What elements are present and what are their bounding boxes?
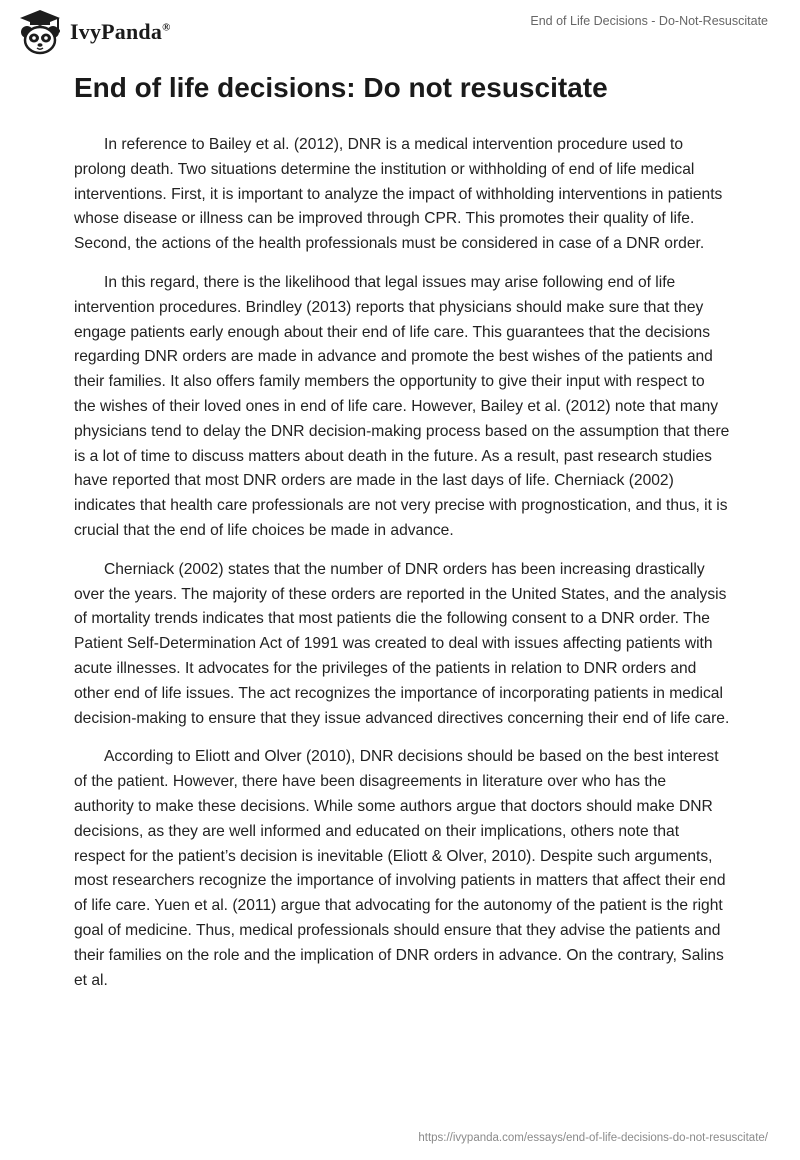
paragraph-3: Cherniack (2002) states that the number of DNR orders has been increasing drastically over the years. The majority of these orders are reported in the United States, and the analysis of mortality trends indicates that most patients die the following consent to a DNR order. The Patient Self-Determination Act of 1991 was created to deal with issues affecting patients with acute illnesses. It advocates for the privileges of the patients in relation to DNR orders and other end of life issues. The act recognizes the importance of incorporating patients in medical decision-making to ensure that they issue advanced directives concerning their end of life care. [74, 560, 730, 727]
article-body [74, 133, 730, 1007]
header-document-title: End of Life Decisions - Do-Not-Resuscitate [530, 14, 768, 28]
paragraph-2: In this regard, there is the likelihood that legal issues may arise following end of life intervention procedures. Brindley (2013) reports that physicians should make sure that they engage patients early enough about their end of life care. This guarantees that the decisions regarding DNR orders are made in advance and promote the best wishes of the patients and their families. It also offers family members the opportunity to give their input with respect to the wishes of their loved ones in end of life care. However, Bailey et al. (2012) note that many physicians tend to delay the DNR decision-making process based on the assumption that there is a lot of time to discuss matters about death in the future. As a result, past research studies have reported that most DNR orders are made in the last days of life. Cherniack (2002) indicates that health care professionals are not very precise with prognostication, and thus, it is crucial that the end of life choices be made in advance. [74, 273, 730, 539]
paragraph-1: In reference to Bailey et al. (2012), DNR is a medical intervention procedure used to prolong death. Two situations determine the institution or withholding of end of life medical interventions. First, it is important to analyze the impact of withholding interventions in patients whose disease or illness can be improved through CPR. This promotes their quality of life. Second, the actions of the health professionals must be considered in case of a DNR order. [74, 136, 723, 253]
source-url-link[interactable]: https://ivypanda.com/essays/end-of-life-decisions-do-not-resuscitate/ [418, 1132, 768, 1144]
page-title: End of life decisions: Do not resuscitate [74, 72, 608, 103]
brand-name: IvyPanda® [70, 19, 171, 44]
page-header [0, 0, 800, 66]
brand-logo[interactable] [16, 8, 171, 56]
paragraph-4: According to Eliott and Olver (2010), DNR decisions should be based on the best interest of the patient. However, there have been disagreements in literature over who has the authority to make these decisions. While some authors argue that doctors should make DNR decisions, as they are well informed and educated on their implications, others note that respect for the patient’s decision is inevitable (Eliott & Olver, 2010). Despite such arguments, most researchers recognize the importance of involving patients in matters that affect their end of life care. Yuen et al. (2011) argue that advocating for the autonomy of the patient is the right goal of medicine. Thus, medical professionals should ensure that they advise the patients and their families on the role and the implication of DNR orders in advance. On the contrary, Salins et al. [74, 748, 726, 989]
panda-graduate-icon [16, 8, 64, 56]
